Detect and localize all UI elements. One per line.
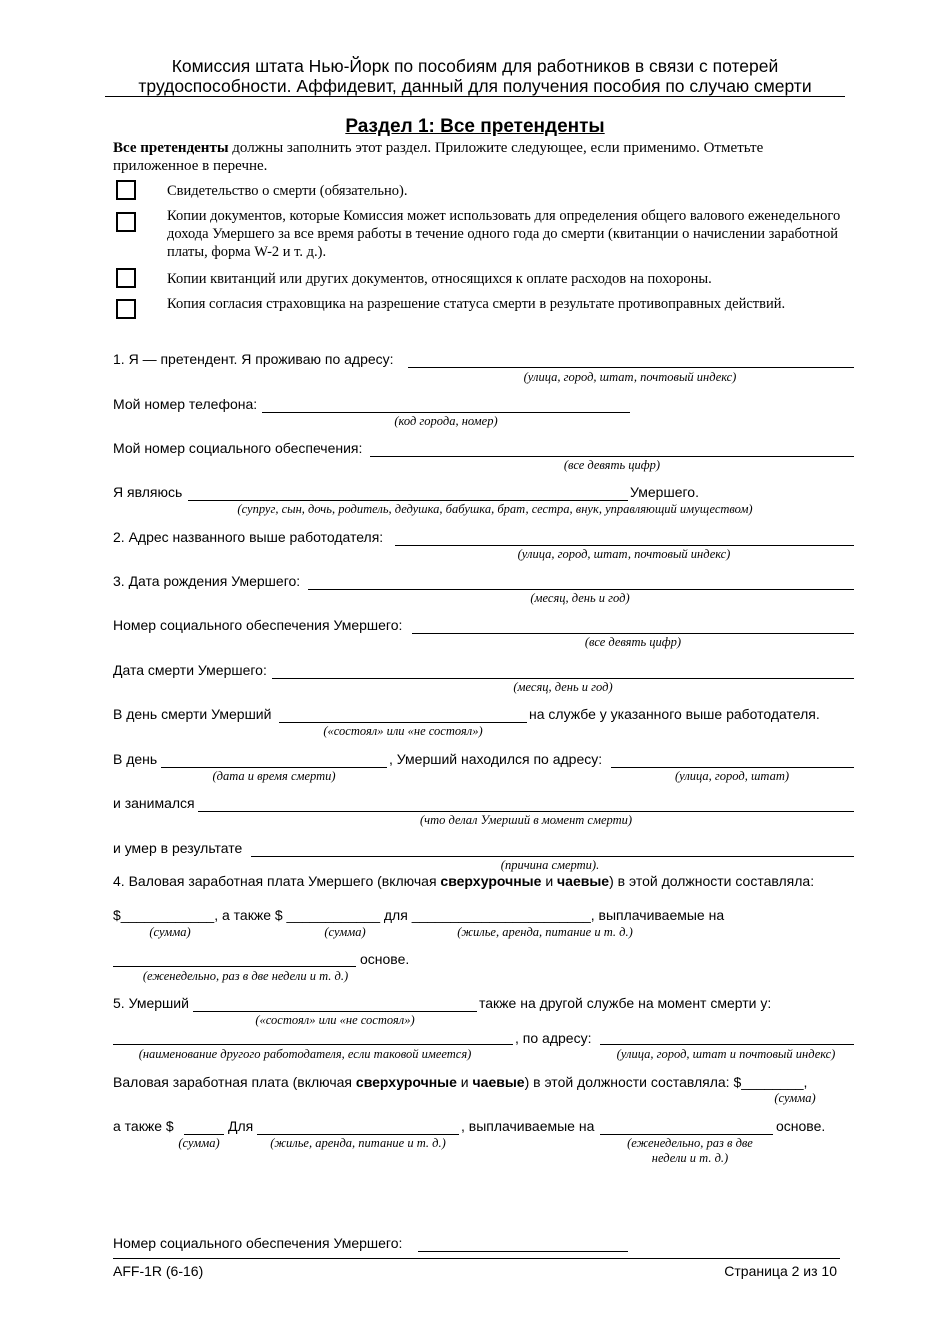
housing-caption: (жилье, аренда, питание и т. д.) (457, 925, 633, 939)
deceased-ssn-field[interactable] (412, 633, 854, 634)
wage2-line[interactable] (113, 1074, 807, 1090)
other-employer-field[interactable] (113, 1044, 513, 1045)
wage2-caption: (сумма) (774, 1091, 816, 1105)
for-label: Для (228, 1118, 254, 1134)
also-caption: (сумма) (178, 1136, 220, 1150)
wage2-pre: Валовая заработная плата (включая (113, 1074, 356, 1090)
employed-caption: («состоял» или «не состоял») (323, 724, 483, 738)
wage2-and: и (456, 1074, 473, 1090)
wage-heading-overtime: сверхурочные (440, 873, 542, 889)
wage-heading-post: ) в этой должности составляла: (609, 873, 815, 889)
employer-field[interactable] (395, 545, 854, 546)
document-header (105, 56, 845, 96)
amount-caption-2: (сумма) (324, 925, 366, 939)
employer-label: 2. Адрес названного выше работодателя: (113, 529, 384, 545)
basis-field[interactable] (113, 966, 356, 967)
relation-suffix: Умершего. (630, 484, 699, 500)
checkbox-income-docs[interactable] (116, 212, 136, 232)
location-caption: (улица, город, штат) (674, 769, 790, 783)
other-employer-caption: (наименование другого работодателя, если таковой имеется) (138, 1047, 472, 1061)
other-field[interactable] (193, 1011, 477, 1012)
employer-caption: (улица, город, штат, почтовый индекс) (517, 547, 731, 561)
footer-rule (113, 1258, 840, 1259)
other-address-label: , по адресу: (515, 1030, 592, 1046)
checklist-item-2: Копии документов, которые Комиссия может использовать для определения общего валового еженедельного дохода Умершего за все время работы в течение одного года до смерти (квитанции о начислении заработной платы, форма W-2 и т. д.). (167, 208, 841, 260)
other-suffix: также на другой службе на момент смерти у: (479, 995, 772, 1011)
relation-caption: (супруг, сын, дочь, родитель, дедушка, бабушка, брат, сестра, внук, управляющий имуществом) (237, 502, 753, 516)
address-field[interactable] (408, 367, 854, 368)
doing-label: и занимался (113, 795, 195, 811)
other-caption: («состоял» или «не состоял») (255, 1013, 415, 1027)
ssn-field[interactable] (370, 456, 854, 457)
checklist-item-1: Свидетельство о смерти (обязательно). (167, 183, 408, 199)
footer-ssn-label: Номер социального обеспечения Умершего: (113, 1235, 403, 1251)
paid-label: , выплачиваемые на (461, 1118, 595, 1134)
relation-label: Я являюсь (113, 484, 183, 500)
relation-field[interactable] (188, 500, 628, 501)
dod-field[interactable] (272, 678, 854, 679)
day-field[interactable] (161, 767, 387, 768)
basis-caption: (еженедельно, раз в две недели и т. д.) (142, 969, 349, 983)
intro-text (113, 139, 833, 175)
checklist-item-4: Копия согласия страховщика на разрешение статуса смерти в результате противоправных действий. (167, 296, 786, 312)
page-number: Страница 2 из 10 (724, 1263, 837, 1279)
basis-label: основе. (360, 951, 410, 967)
checklist-item-3: Копии квитанций или других документов, относящихся к оплате расходов на похороны. (167, 271, 712, 287)
doing-caption: (что делал Умерший в момент смерти) (419, 813, 633, 827)
cause-label: и умер в результате (113, 840, 243, 856)
dob-label: 3. Дата рождения Умершего: (113, 573, 301, 589)
day-label: В день (113, 751, 158, 767)
wage-heading-and: и (541, 873, 558, 889)
wage2-tips: чаевые (472, 1074, 525, 1090)
section-title: Раздел 1: Все претенденты (345, 116, 605, 137)
dod-label: Дата смерти Умершего: (113, 662, 267, 678)
checkbox-insurer-consent[interactable] (116, 299, 136, 319)
basis2-label: основе. (776, 1118, 826, 1134)
day-caption: (дата и время смерти) (212, 769, 336, 783)
also-field[interactable] (184, 1134, 224, 1135)
phone-label: Мой номер телефона: (113, 396, 258, 412)
header-line-2: трудоспособности. Аффидевит, данный для получения пособия по случаю смерти (138, 76, 812, 96)
day-mid: , Умерший находился по адресу: (389, 751, 603, 767)
also-label: а также $ (113, 1118, 174, 1134)
intro-rest: должны заполнить этот раздел. Приложите следующее, если применимо. Отметьте приложенное в перечне. (113, 140, 764, 174)
intro-bold: Все претенденты (113, 140, 229, 156)
deceased-ssn-caption: (все девять цифр) (584, 635, 682, 649)
employed-prefix: В день смерти Умерший (113, 706, 272, 722)
housing2-caption: (жилье, аренда, питание и т. д.) (270, 1136, 446, 1150)
other-prefix: 5. Умерший (113, 995, 189, 1011)
phone-caption: (код города, номер) (394, 414, 498, 428)
phone-field[interactable] (262, 412, 630, 413)
checkbox-funeral-receipts[interactable] (116, 268, 136, 288)
footer-ssn-field[interactable] (418, 1251, 628, 1252)
ssn-label: Мой номер социального обеспечения: (113, 440, 363, 456)
other-address-caption: (улица, город, штат и почтовый индекс) (616, 1047, 836, 1061)
wage2-post: ) в этой должности составляла: $________, (524, 1074, 808, 1090)
deceased-ssn-label: Номер социального обеспечения Умершего: (113, 617, 403, 633)
doing-field[interactable] (198, 811, 854, 812)
address-label: 1. Я — претендент. Я проживаю по адресу: (113, 351, 394, 367)
amount-caption: (сумма) (149, 925, 191, 939)
form-code: AFF-1R (6-16) (113, 1263, 204, 1279)
checkbox-death-certificate[interactable] (116, 180, 136, 200)
basis2-field[interactable] (600, 1134, 773, 1135)
for-field[interactable] (257, 1134, 459, 1135)
header-rule (105, 96, 845, 97)
dod-caption: (месяц, день и год) (513, 680, 613, 694)
ssn-caption: (все девять цифр) (563, 458, 661, 472)
basis2-caption: (еженедельно, раз в две недели и т. д.) (627, 1136, 753, 1165)
other-address-field[interactable] (600, 1044, 854, 1045)
dob-caption: (месяц, день и год) (530, 591, 630, 605)
cause-caption: (причина смерти). (500, 858, 600, 872)
wage2-overtime: сверхурочные (355, 1074, 457, 1090)
wage-heading (113, 873, 814, 889)
cause-field[interactable] (251, 856, 854, 857)
wage-heading-pre: 4. Валовая заработная плата Умершего (включая (113, 873, 441, 889)
employed-suffix: на службе у указанного выше работодателя. (529, 706, 820, 722)
wage-heading-tips: чаевые (557, 873, 610, 889)
address-caption: (улица, город, штат, почтовый индекс) (523, 370, 737, 384)
employed-field[interactable] (279, 722, 527, 723)
dob-field[interactable] (308, 589, 854, 590)
location-field[interactable] (611, 767, 854, 768)
wage-line[interactable]: $____________, а также $ ____________ для _______________________, выплачиваемые на (113, 907, 725, 923)
header-line-1: Комиссия штата Нью-Йорк по пособиям для работников в связи с потерей (171, 56, 779, 76)
